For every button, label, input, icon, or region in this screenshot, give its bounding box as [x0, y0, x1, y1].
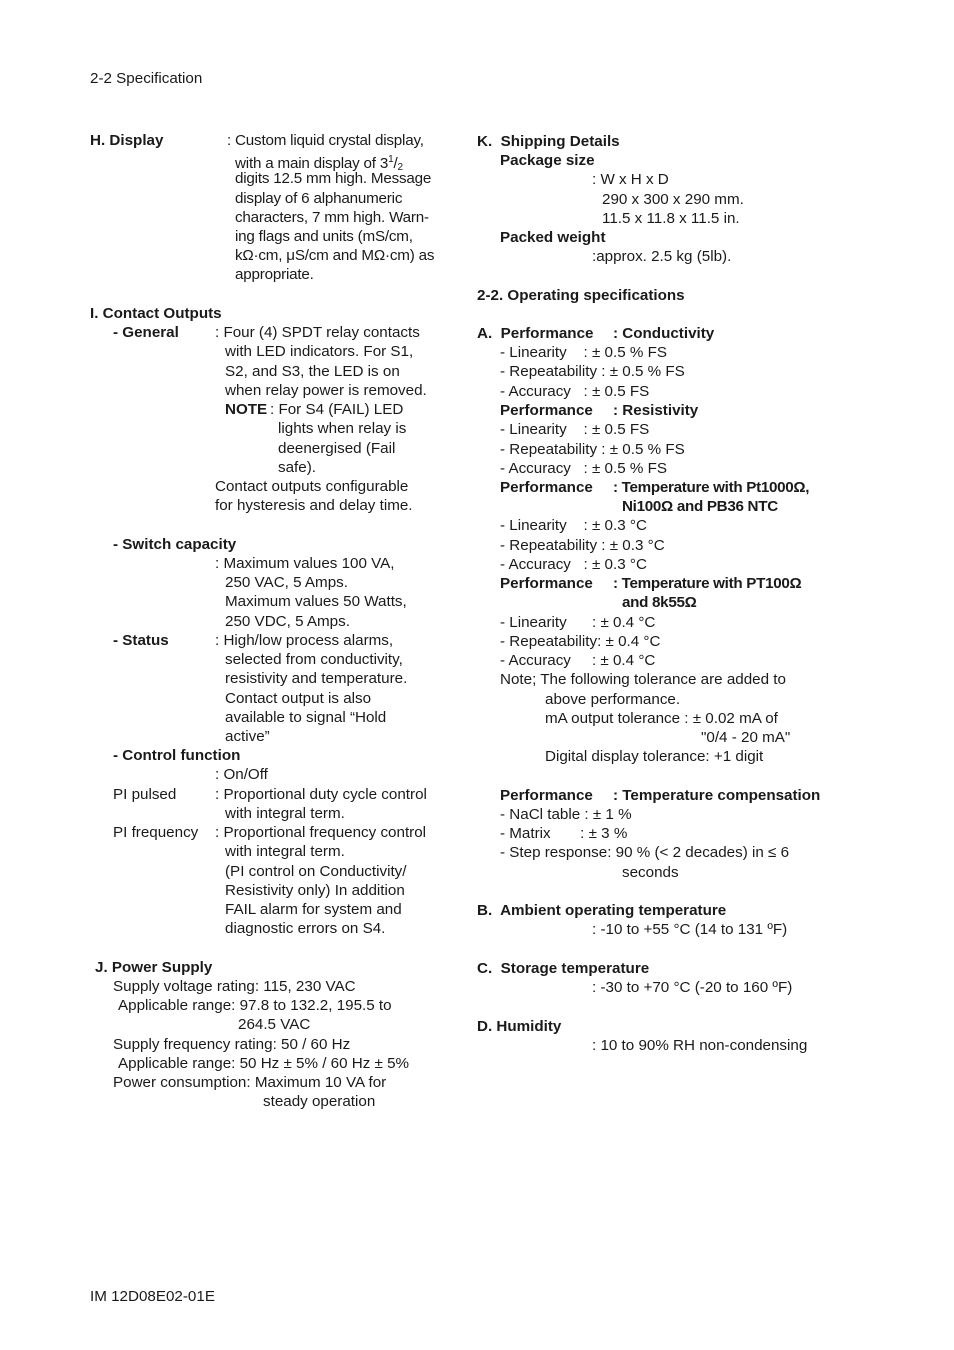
status-line: Contact output is also: [225, 690, 372, 707]
resistivity-title: : Resistivity: [613, 402, 699, 419]
status-line: active”: [225, 728, 270, 745]
status-label: - Status: [113, 632, 169, 649]
display-heading: H. Display: [90, 132, 164, 149]
power-line: steady operation: [263, 1093, 376, 1110]
tolerance-note: Note; The following tolerance are added to: [500, 671, 786, 688]
packed-weight-label: Packed weight: [500, 229, 606, 246]
display-line: appropriate.: [235, 266, 314, 283]
footer-doc-id: IM 12D08E02-01E: [90, 1288, 215, 1305]
ambient-temp-value: : -10 to +55 °C (14 to 131 ºF): [592, 921, 788, 938]
general-label: - General: [113, 324, 179, 341]
control-function-label: - Control function: [113, 747, 241, 764]
pt100-row: - Accuracy : ± 0.4 °C: [500, 652, 656, 669]
temp-compensation-row: - Step response: 90 % (< 2 decades) in ≤ 6: [500, 844, 790, 861]
humidity-heading: D. Humidity: [477, 1018, 562, 1035]
fraction-numerator: 1: [388, 154, 394, 165]
pt1000-row: - Linearity : ± 0.3 °C: [500, 517, 647, 534]
power-line: Supply frequency rating: 50 / 60 Hz: [113, 1036, 351, 1053]
status-line: available to signal “Hold: [225, 709, 387, 726]
pi-pulsed-line: : Proportional duty cycle control: [215, 786, 427, 803]
control-function-value: : On/Off: [215, 766, 268, 783]
temp-compensation-title: : Temperature compensation: [613, 787, 821, 804]
fraction-slash: /: [393, 155, 398, 172]
switch-line: : Maximum values 100 VA,: [215, 555, 395, 572]
conductivity-row: - Accuracy : ± 0.5 FS: [500, 383, 650, 400]
page-header-title: 2-2 Specification: [90, 70, 203, 87]
conductivity-row: - Linearity : ± 0.5 % FS: [500, 344, 668, 361]
power-line: Applicable range: 50 Hz ± 5% / 60 Hz ± 5%: [118, 1055, 410, 1072]
pi-frequency-label: PI frequency: [113, 824, 199, 841]
pi-frequency-line: with integral term.: [225, 843, 345, 860]
ambient-temp-heading: B. Ambient operating temperature: [477, 902, 727, 919]
switch-capacity-label: - Switch capacity: [113, 536, 237, 553]
note-line: : For S4 (FAIL) LED: [270, 401, 404, 418]
pt100-row: - Linearity : ± 0.4 °C: [500, 614, 656, 631]
switch-line: 250 VDC, 5 Amps.: [225, 613, 350, 630]
storage-temp-value: : -30 to +70 °C (-20 to 160 ºF): [592, 979, 793, 996]
general-line: S2, and S3, the LED is on: [225, 363, 400, 380]
resistivity-row: - Accuracy : ± 0.5 % FS: [500, 460, 668, 477]
note-line: lights when relay is: [278, 420, 407, 437]
display-line: digits 12.5 mm high. Message: [235, 170, 432, 187]
power-line: 264.5 VAC: [238, 1016, 311, 1033]
switch-line: Maximum values 50 Watts,: [225, 593, 407, 610]
humidity-value: : 10 to 90% RH non-condensing: [592, 1037, 808, 1054]
general-line: with LED indicators. For S1,: [225, 343, 414, 360]
pt100-title: and 8k55Ω: [622, 594, 697, 611]
performance-a-label: A. Performance: [477, 325, 594, 342]
fraction-denominator: 2: [397, 162, 403, 173]
shipping-heading: K. Shipping Details: [477, 133, 620, 150]
performance-label: Performance: [500, 479, 593, 496]
pt100-title: : Temperature with PT100Ω: [613, 575, 802, 592]
power-line: Supply voltage rating: 115, 230 VAC: [113, 978, 356, 995]
pt100-row: - Repeatability: ± 0.4 °C: [500, 633, 661, 650]
pi-pulsed-label: PI pulsed: [113, 786, 177, 803]
general-line: : Four (4) SPDT relay contacts: [215, 324, 420, 341]
pi-frequency-line: : Proportional frequency control: [215, 824, 427, 841]
note-label: NOTE: [225, 401, 268, 418]
conductivity-row: - Repeatability : ± 0.5 % FS: [500, 363, 685, 380]
pi-frequency-line: FAIL alarm for system and: [225, 901, 402, 918]
display-line: : Custom liquid crystal display,: [227, 132, 424, 149]
conductivity-title: : Conductivity: [613, 325, 715, 342]
pi-frequency-line: diagnostic errors on S4.: [225, 920, 386, 937]
display-line: display of 6 alphanumeric: [235, 190, 403, 207]
performance-label: Performance: [500, 402, 593, 419]
resistivity-row: - Repeatability : ± 0.5 % FS: [500, 441, 685, 458]
pi-frequency-line: (PI control on Conductivity/: [225, 863, 407, 880]
note-line: safe).: [278, 459, 316, 476]
status-line: selected from conductivity,: [225, 651, 403, 668]
packed-weight-value: :approx. 2.5 kg (5lb).: [592, 248, 732, 265]
display-line: characters, 7 mm high. Warn-: [235, 209, 429, 226]
pi-frequency-line: Resistivity only) In addition: [225, 882, 405, 899]
pt1000-row: - Repeatability : ± 0.3 °C: [500, 537, 665, 554]
config-line: for hysteresis and delay time.: [215, 497, 413, 514]
display-line-text: with a main display of 3: [235, 155, 389, 172]
package-size-line: : W x H x D: [592, 171, 669, 188]
tolerance-note: "0/4 - 20 mA": [701, 729, 791, 746]
config-line: Contact outputs configurable: [215, 478, 409, 495]
contact-outputs-heading: I. Contact Outputs: [90, 305, 222, 322]
tolerance-note: above performance.: [545, 691, 681, 708]
package-size-label: Package size: [500, 152, 595, 169]
pi-pulsed-line: with integral term.: [225, 805, 345, 822]
power-line: Power consumption: Maximum 10 VA for: [113, 1074, 387, 1091]
power-supply-heading: J. Power Supply: [95, 959, 213, 976]
pt1000-title: : Temperature with Pt1000Ω,: [613, 479, 810, 496]
performance-label: Performance: [500, 787, 593, 804]
tolerance-note: Digital display tolerance: +1 digit: [545, 748, 764, 765]
performance-label: Performance: [500, 575, 593, 592]
tolerance-note: mA output tolerance : ± 0.02 mA of: [545, 710, 778, 727]
pt1000-title: Ni100Ω and PB36 NTC: [622, 498, 778, 515]
general-line: when relay power is removed.: [225, 382, 427, 399]
display-line: kΩ·cm, μS/cm and MΩ·cm) as: [235, 247, 435, 264]
package-size-line: 11.5 x 11.8 x 11.5 in.: [602, 210, 740, 227]
switch-line: 250 VAC, 5 Amps.: [225, 574, 348, 591]
pt1000-row: - Accuracy : ± 0.3 °C: [500, 556, 647, 573]
display-line: ing flags and units (mS/cm,: [235, 228, 413, 245]
storage-temp-heading: C. Storage temperature: [477, 960, 650, 977]
note-line: deenergised (Fail: [278, 440, 396, 457]
status-line: resistivity and temperature.: [225, 670, 408, 687]
temp-compensation-row: seconds: [622, 864, 679, 881]
temp-compensation-row: - Matrix : ± 3 %: [500, 825, 628, 842]
power-line: Applicable range: 97.8 to 132.2, 195.5 to: [118, 997, 392, 1014]
temp-compensation-row: - NaCl table : ± 1 %: [500, 806, 632, 823]
resistivity-row: - Linearity : ± 0.5 FS: [500, 421, 650, 438]
operating-specs-heading: 2-2. Operating specifications: [477, 287, 685, 304]
package-size-line: 290 x 300 x 290 mm.: [602, 191, 744, 208]
status-line: : High/low process alarms,: [215, 632, 394, 649]
